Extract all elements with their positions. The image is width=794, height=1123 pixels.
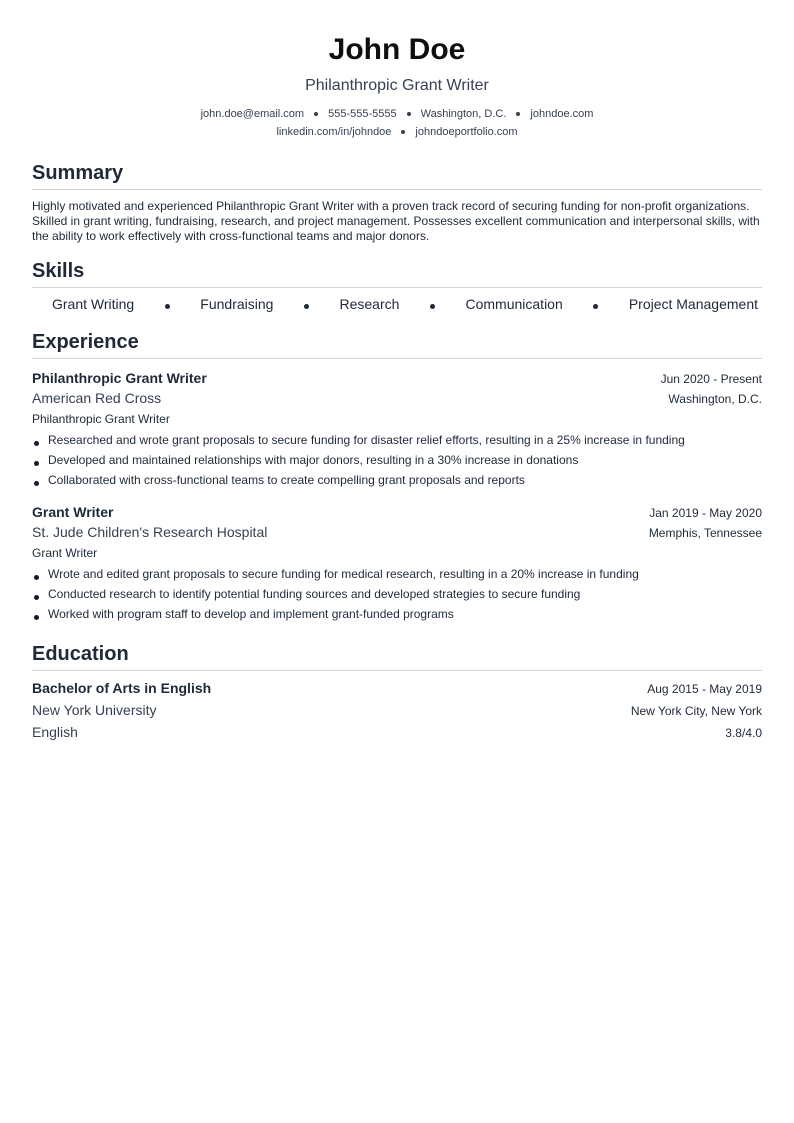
list-item: Developed and maintained relationships with major donors, resulting in a 30% increase in donations <box>32 450 762 470</box>
separator-dot-icon <box>314 112 318 116</box>
separator-dot-icon <box>407 112 411 116</box>
job-organization: St. Jude Children's Research Hospital <box>32 524 268 540</box>
contact-row-1 <box>32 105 762 123</box>
job-title-row <box>32 503 762 522</box>
degree-row <box>32 678 762 700</box>
website-link[interactable]: johndoe.com <box>530 108 594 120</box>
skill-item: Fundraising <box>200 296 274 312</box>
bullet-dot-icon <box>430 304 435 309</box>
job-title: Grant Writer <box>32 504 114 520</box>
phone-text: 555-555-5555 <box>328 108 397 120</box>
education-dates: Aug 2015 - May 2019 <box>647 682 762 696</box>
skills-section <box>32 259 762 312</box>
summary-text: Highly motivated and experienced Philanthropic Grant Writer with a proven track record of securing funding for non-profit organizations. Skilled in grant writing, fundraising, research, and project management. Possesses excellent communication and interpersonal skills, with the ability to work effectively with cross-functional teams and major donors. <box>32 199 760 243</box>
experience-heading: Experience <box>32 330 762 359</box>
skill-item: Communication <box>465 296 563 312</box>
skill-item: Research <box>339 296 400 312</box>
skills-list <box>32 296 762 312</box>
skill-item: Grant Writing <box>52 296 135 312</box>
contact-row-2 <box>32 123 762 141</box>
candidate-name: John Doe <box>328 33 466 66</box>
list-item: Collaborated with cross-functional teams to create compelling grant proposals and reports <box>32 470 762 490</box>
job-location: Washington, D.C. <box>668 392 762 406</box>
summary-heading: Summary <box>32 161 762 190</box>
school-row <box>32 700 762 722</box>
job-dates: Jun 2020 - Present <box>660 372 762 386</box>
job-bullets <box>32 564 762 624</box>
job-entry <box>32 369 762 490</box>
job-organization: American Red Cross <box>32 390 162 406</box>
resume-page <box>32 0 762 744</box>
separator-dot-icon <box>516 112 520 116</box>
linkedin-link[interactable]: linkedin.com/in/johndoe <box>276 126 392 138</box>
job-org-row <box>32 522 762 544</box>
skill-item: Project Management <box>628 296 758 312</box>
separator-dot-icon <box>401 130 405 134</box>
job-role: Philanthropic Grant Writer <box>32 412 170 426</box>
job-location: Memphis, Tennessee <box>648 526 762 540</box>
list-item: Worked with program staff to develop and implement grant-funded programs <box>32 604 762 624</box>
field-row <box>32 722 762 744</box>
job-dates: Jan 2019 - May 2020 <box>649 506 762 520</box>
list-item: Conducted research to identify potential funding sources and developed strategies to secure funding <box>32 584 762 604</box>
degree-name: Bachelor of Arts in English <box>32 680 212 696</box>
contact-info <box>32 105 762 141</box>
location-text: Washington, D.C. <box>420 108 507 120</box>
bullet-dot-icon <box>165 304 170 309</box>
job-entry <box>32 503 762 624</box>
resume-header <box>32 0 762 141</box>
skills-heading: Skills <box>32 259 762 288</box>
bullet-dot-icon <box>593 304 598 309</box>
portfolio-link[interactable]: johndoeportfolio.com <box>415 126 518 138</box>
education-section <box>32 642 762 744</box>
gpa-value: 3.8/4.0 <box>725 726 762 740</box>
list-item: Researched and wrote grant proposals to secure funding for disaster relief efforts, resulting in a 25% increase in funding <box>32 430 762 450</box>
experience-section <box>32 330 762 624</box>
job-bullets <box>32 430 762 490</box>
job-role: Grant Writer <box>32 546 98 560</box>
bullet-dot-icon <box>304 304 309 309</box>
candidate-headline: Philanthropic Grant Writer <box>305 77 489 94</box>
email-link[interactable]: john.doe@email.com <box>200 108 305 120</box>
job-title-row <box>32 369 762 388</box>
summary-section <box>32 161 762 244</box>
job-org-row <box>32 388 762 410</box>
field-of-study: English <box>32 724 78 740</box>
school-name: New York University <box>32 702 157 718</box>
education-entry <box>32 678 762 744</box>
list-item: Wrote and edited grant proposals to secure funding for medical research, resulting in a 20% increase in funding <box>32 564 762 584</box>
education-heading: Education <box>32 642 762 671</box>
school-location: New York City, New York <box>630 704 762 718</box>
job-title: Philanthropic Grant Writer <box>32 370 207 386</box>
